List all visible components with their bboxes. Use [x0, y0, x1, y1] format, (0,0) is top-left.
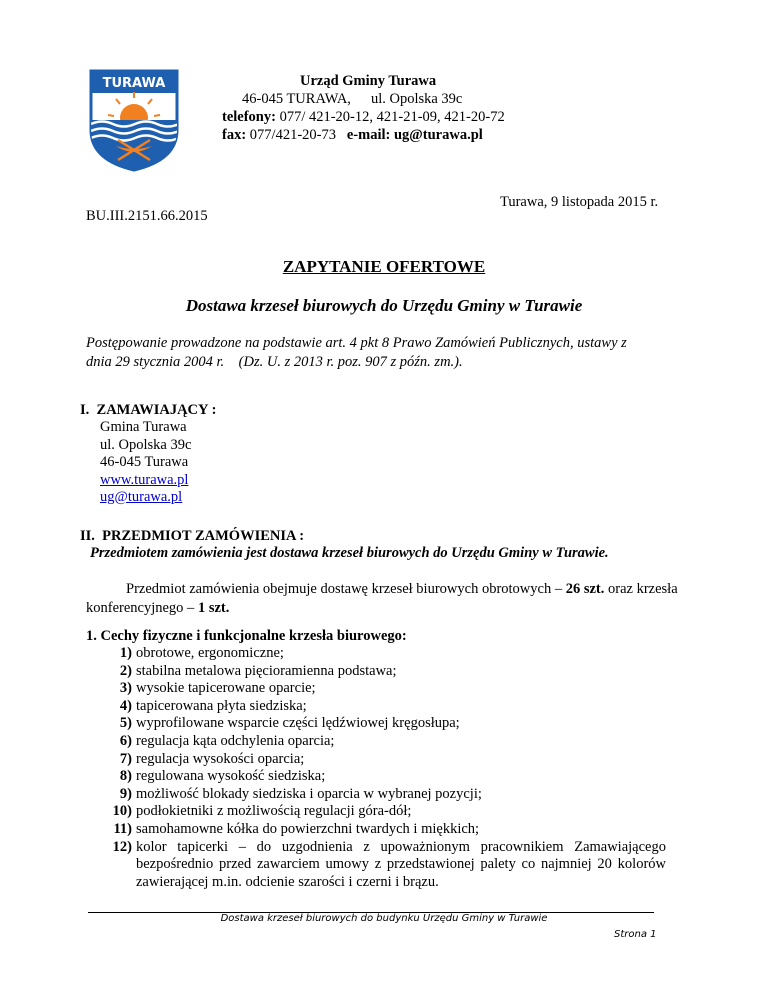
- item-number: 9): [119, 785, 132, 802]
- item-number: 1): [119, 645, 132, 661]
- item-text: podłokietniki z możliwością regulacji góra-dół;: [136, 803, 412, 820]
- list-item: [86, 751, 698, 769]
- fax-value: 077/421-20-73: [246, 127, 336, 143]
- list-item: [86, 821, 698, 839]
- phone-label: telefony:: [222, 109, 276, 125]
- section-2-heading: [80, 528, 609, 545]
- item-number: 10): [112, 803, 132, 820]
- document-title: ZAPYTANIE OFERTOWE: [282, 257, 486, 276]
- item-number: 5): [119, 715, 132, 732]
- list-item: [86, 839, 698, 892]
- item-text: wysokie tapicerowane oparcie;: [136, 680, 316, 697]
- item-text: możliwość blokady siedziska i oparcia w wybranej pozycji;: [136, 785, 482, 802]
- authority-name: Gmina Turawa: [100, 419, 187, 435]
- section-contracting-authority: [80, 402, 216, 507]
- list-item: [86, 663, 698, 681]
- footer-text: Dostawa krzeseł biurowych do budynku Urzędu Gminy w Turawie: [220, 913, 548, 924]
- legal-basis: [86, 334, 696, 372]
- authority-city: 46-045 Turawa: [100, 454, 189, 470]
- item-text: tapicerowana płyta siedziska;: [136, 697, 307, 714]
- section-2-title: PRZEDMIOT ZAMÓWIENIA :: [102, 528, 305, 544]
- item-text: regulacja kąta odchylenia oparcia;: [136, 732, 335, 749]
- item-text: wyprofilowane wsparcie części lędźwiowej kręgosłupa;: [136, 715, 460, 732]
- item-number: 3): [119, 680, 132, 697]
- email-label: e-mail: ug@turawa.pl: [346, 127, 483, 143]
- legal-basis-line-1: Postępowanie prowadzone na podstawie art. 4 pkt 8 Prawo Zamówień Publicznych, ustawy z: [86, 335, 627, 351]
- features-list: [86, 645, 698, 891]
- item-text: samohamowne kółka do powierzchni twardych i miękkich;: [136, 820, 480, 837]
- item-text: stabilna metalowa pięcioramienna podstawa;: [136, 662, 397, 679]
- org-phones: [222, 108, 542, 126]
- quantity-office-chairs: 26 szt.: [565, 581, 605, 597]
- item-number: 7): [119, 750, 132, 767]
- item-text: regulowana wysokość siedziska;: [136, 768, 326, 785]
- list-item: [86, 698, 698, 716]
- section-2-intro: Przedmiotem zamówienia jest dostawa krzeseł biurowych do Urzędu Gminy w Turawie.: [90, 545, 609, 561]
- logo-text: TURAWA: [102, 76, 166, 91]
- website-link[interactable]: www.turawa.pl: [100, 471, 189, 488]
- reference-number: BU.III.2151.66.2015: [86, 208, 208, 224]
- list-item: [86, 645, 698, 663]
- section-1-number: I.: [80, 402, 90, 418]
- section-1-heading: [80, 402, 216, 419]
- item-number: 12): [112, 838, 132, 855]
- item-text: regulacja wysokości oparcia;: [136, 750, 305, 767]
- item-number: 6): [119, 732, 132, 749]
- section-1-title: ZAMAWIAJĄCY :: [96, 402, 217, 418]
- phone-value: 077/ 421-20-12, 421-21-09, 421-20-72: [275, 109, 505, 125]
- quantity-conference-chair: 1 szt.: [197, 600, 230, 616]
- list-item: [86, 733, 698, 751]
- authority-street: ul. Opolska 39c: [100, 436, 192, 453]
- list-item: [86, 786, 698, 804]
- scope-text-1: Przedmiot zamówienia obejmuje dostawę krzeseł biurowych obrotowych –: [126, 581, 566, 597]
- email-link[interactable]: ug@turawa.pl: [100, 489, 183, 505]
- fax-label: fax:: [222, 127, 247, 143]
- item-text: obrotowe, ergonomiczne;: [136, 645, 284, 661]
- item-number: 11): [113, 820, 132, 837]
- document-date: Turawa, 9 listopada 2015 r.: [500, 194, 659, 210]
- item-number: 2): [119, 662, 132, 679]
- chair-features: [86, 628, 698, 891]
- section-subject-of-order: [80, 528, 609, 562]
- document-subtitle: Dostawa krzeseł biurowych do Urzędu Gminy w Turawie: [185, 296, 583, 315]
- list-item: [86, 803, 698, 821]
- list-item: [86, 768, 698, 786]
- list-item: [86, 715, 698, 733]
- item-text: kolor tapicerki – do uzgodnienia z upoważnionym pracownikiem Zamawiającego bezpośrednio przed zawarciem umowy z przedstawionej palety co najmniej 20 kolorów zawierającej m.in. odcienie szarości i czerni i brązu.: [136, 838, 666, 890]
- features-heading: 1. Cechy fizyczne i funkcjonalne krzesła biurowego:: [86, 628, 407, 644]
- org-name: Urząd Gminy Turawa: [300, 73, 437, 89]
- section-2-number: II.: [80, 528, 95, 544]
- page-number: Strona 1: [614, 929, 657, 940]
- org-address: [222, 90, 542, 108]
- legal-basis-line-2: dnia 29 stycznia 2004 r. (Dz. U. z 2013 r. poz. 907 z późn. zm.).: [86, 354, 463, 370]
- item-number: 4): [119, 697, 132, 714]
- street: ul. Opolska 39c: [370, 91, 463, 107]
- scope-text-2: oraz krzesła konferencyjnego –: [86, 581, 678, 616]
- postal-city: 46-045 TURAWA,: [242, 91, 351, 107]
- order-scope-paragraph: [86, 580, 698, 618]
- turawa-coat-of-arms-logo: [88, 68, 180, 172]
- letterhead: [222, 72, 542, 144]
- org-fax-email: [222, 126, 542, 144]
- list-item: [86, 680, 698, 698]
- item-number: 8): [119, 768, 132, 785]
